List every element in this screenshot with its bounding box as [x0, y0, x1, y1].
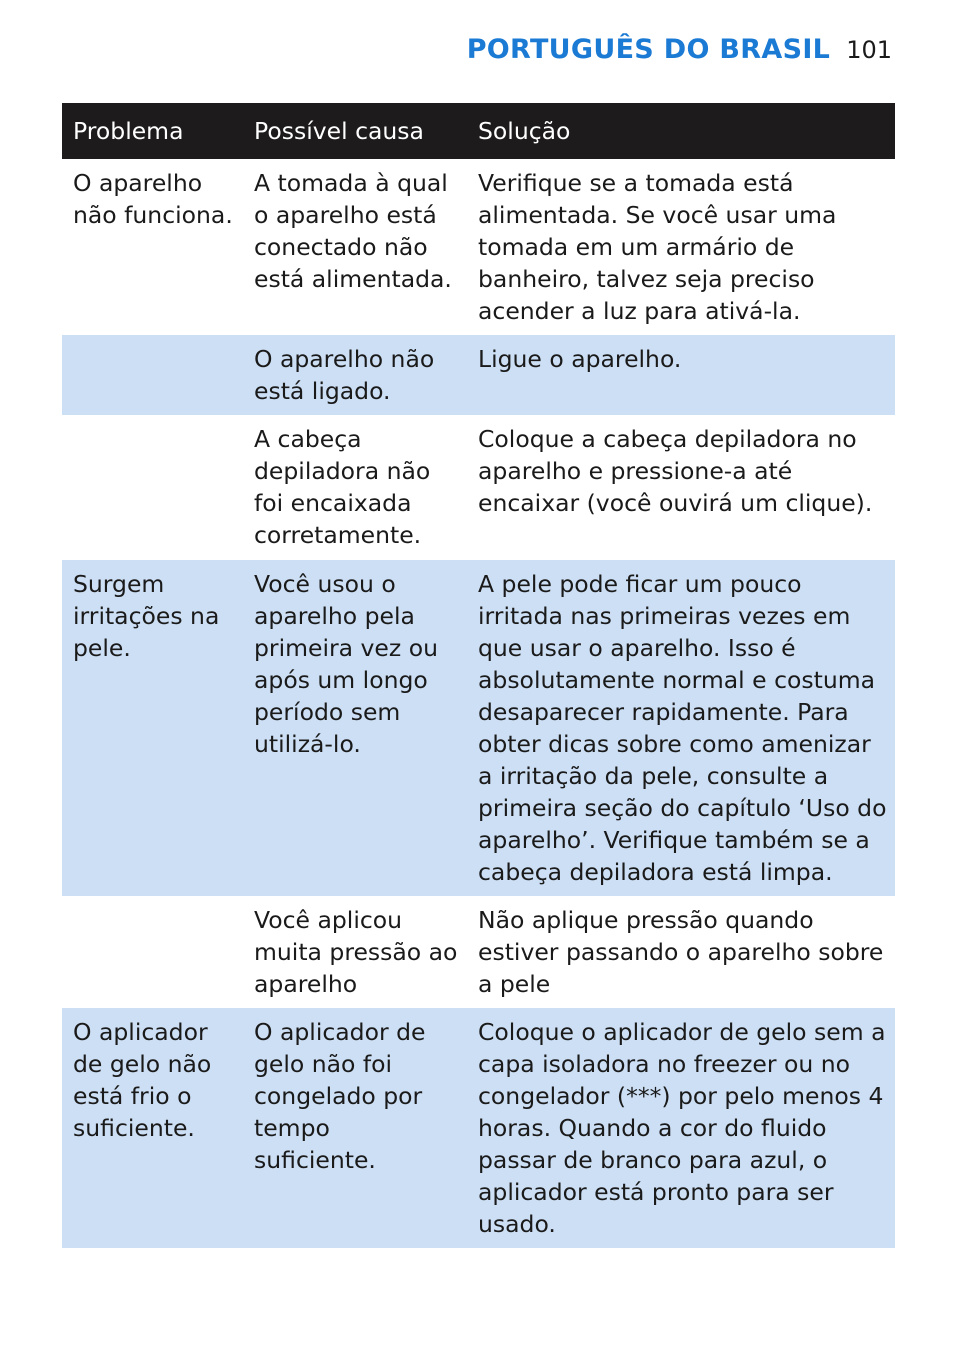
cause-cell: A tomada à qual o aparelho está conectado não está alimentada.: [254, 169, 452, 293]
cause-cell: A cabeça depiladora não foi encaixada corretamente.: [254, 425, 431, 549]
solution-cell: Coloque a cabeça depiladora no aparelho e pressione-a até encaixar (você ouvirá um clique).: [478, 425, 873, 517]
table-row: [62, 560, 895, 896]
problem-cell: O aparelho não funciona.: [73, 169, 233, 229]
cause-cell: Você usou o aparelho pela primeira vez ou após um longo período sem utilizá-lo.: [243, 560, 467, 896]
table-row: [62, 415, 895, 560]
problem-cell: [62, 896, 243, 1008]
page-header: [467, 34, 892, 65]
table-row: [62, 335, 895, 415]
section-language-title: PORTUGUÊS DO BRASIL: [466, 34, 831, 65]
solution-cell: Não aplique pressão quando estiver passando o aparelho sobre a pele: [478, 906, 884, 998]
problem-cell: Surgem irritações na pele.: [62, 560, 243, 896]
column-header-solution: Solução: [467, 103, 895, 159]
problem-cell: [62, 335, 243, 415]
cause-cell: O aparelho não está ligado.: [243, 335, 467, 415]
solution-cell: Ligue o aparelho.: [467, 335, 895, 415]
table-row: [62, 896, 895, 1008]
table-row: [62, 1008, 895, 1248]
column-header-cause: Possível causa: [243, 103, 467, 159]
solution-cell: A pele pode ficar um pouco irritada nas primeiras vezes em que usar o aparelho. Isso é absolutamente normal e costuma desaparecer rapidamente. Para obter dicas sobre como amenizar a irritação da pele, consulte a primeira seção do capítulo ‘Uso do aparelho’. Verifique também se a cabeça depiladora está limpa.: [467, 560, 895, 896]
page-number: 101: [846, 36, 892, 64]
troubleshooting-table: [62, 103, 895, 1248]
table-row: [62, 159, 895, 335]
cause-cell: O aplicador de gelo não foi congelado por tempo suficiente.: [243, 1008, 467, 1248]
problem-cell: [62, 415, 243, 560]
solution-cell: Coloque o aplicador de gelo sem a capa isoladora no freezer ou no congelador (***) por pelo menos 4 horas. Quando a cor do fluido passar de branco para azul, o aplicador está pronto para ser usado.: [467, 1008, 895, 1248]
cause-cell: Você aplicou muita pressão ao aparelho: [254, 906, 458, 998]
table-header-row: [62, 103, 895, 159]
problem-cell: O aplicador de gelo não está frio o suficiente.: [62, 1008, 243, 1248]
solution-cell: Verifique se a tomada está alimentada. Se você usar uma tomada em um armário de banheiro, talvez seja preciso acender a luz para ativá-la.: [478, 169, 837, 325]
column-header-problem: Problema: [62, 103, 243, 159]
